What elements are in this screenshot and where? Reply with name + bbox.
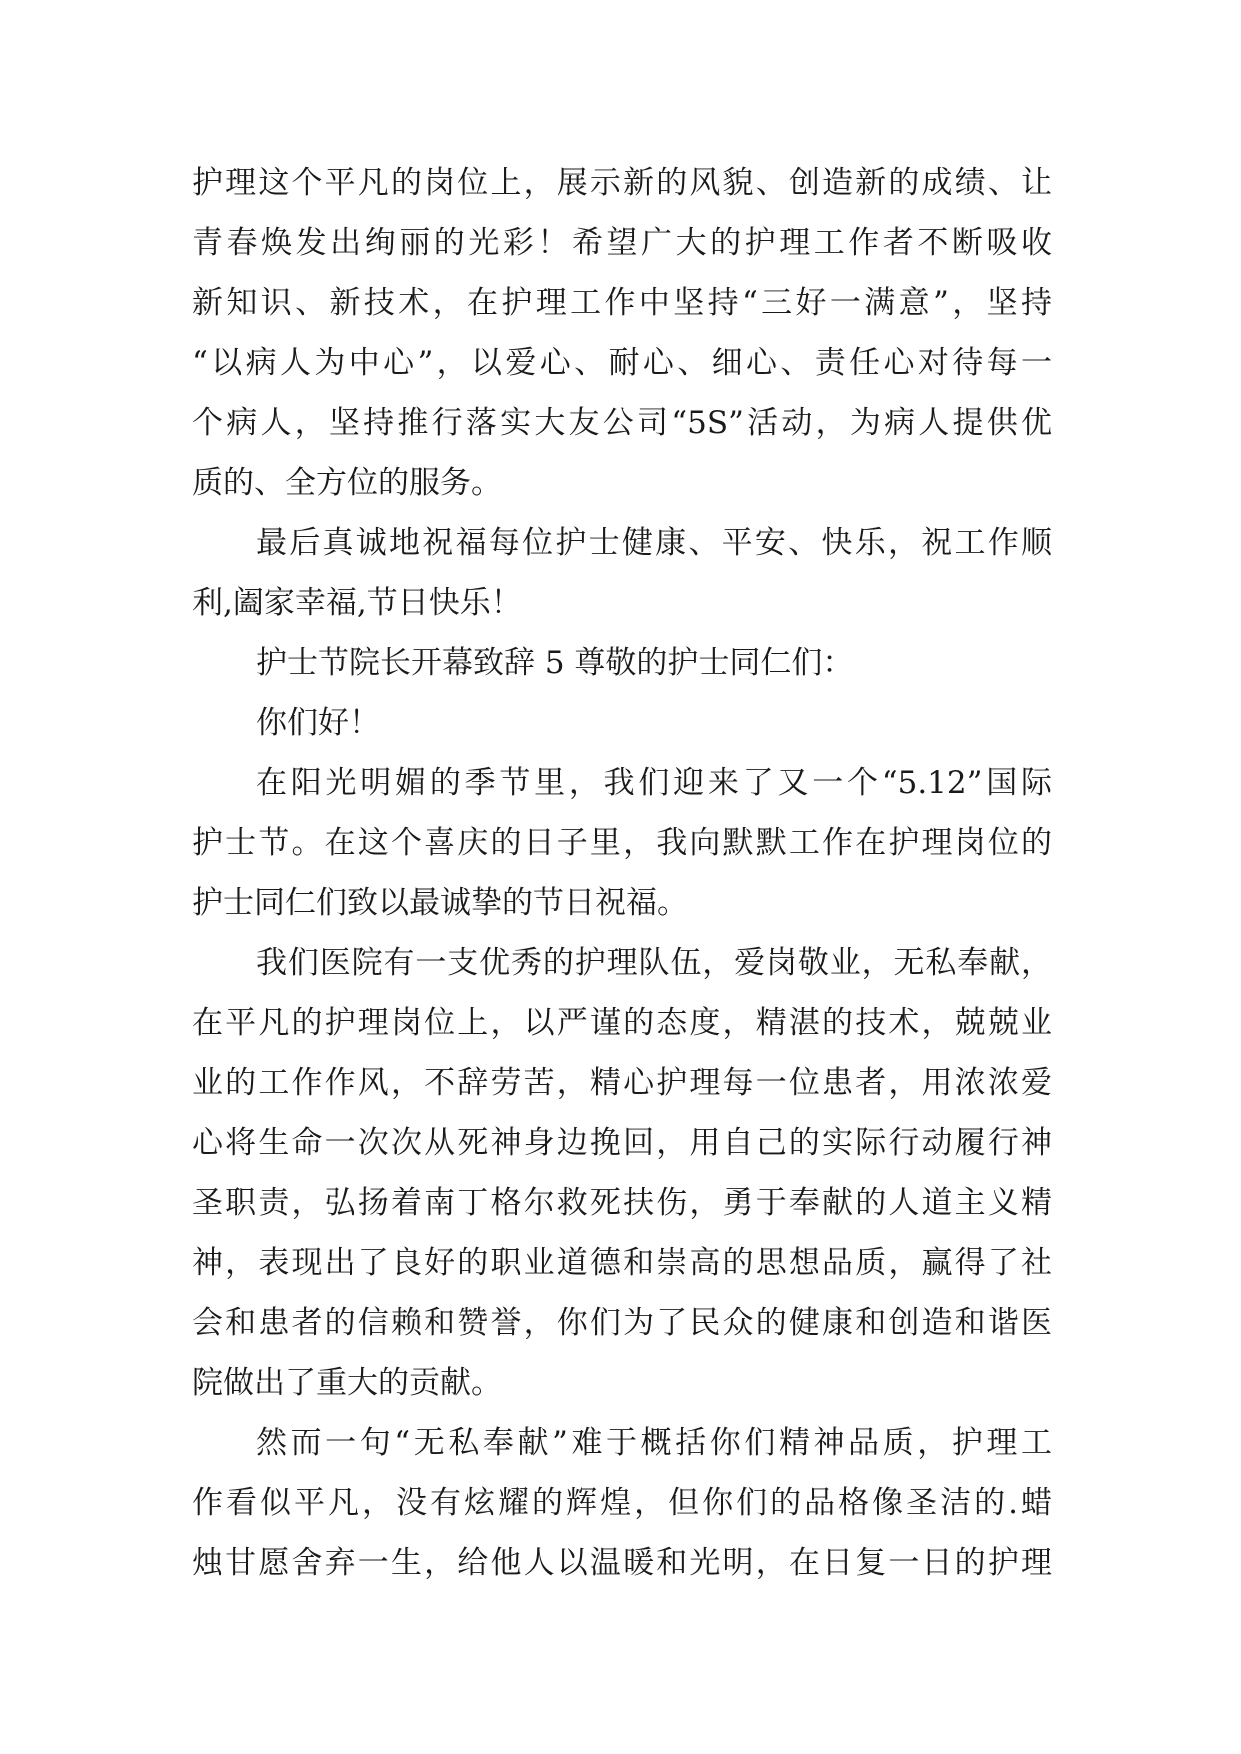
text-line: 质的、全方位的服务。 [192,465,502,501]
text-line: 在阳光明媚的季节里，我们迎来了又一个“5.12”国际 [256,765,1052,801]
text-line: 利,阖家幸福,节日快乐！ [192,585,522,621]
text-line: 护士节院长开幕致辞 5 尊敬的护士同仁们： [256,645,854,681]
text-line: “以病人为中心”，以爱心、耐心、细心、责任心对待每一 [192,345,1052,381]
text-line: 会和患者的信赖和赞誉，你们为了民众的健康和创造和谐医 [192,1305,1052,1341]
text-line: 烛甘愿舍弃一生，给他人以温暖和光明，在日复一日的护理 [192,1545,1052,1581]
text-line: 你们好！ [256,705,380,741]
text-line: 新知识、新技术，在护理工作中坚持“三好一满意”，坚持 [192,285,1052,321]
text-line: 我们医院有一支优秀的护理队伍，爱岗敬业，无私奉献， [256,945,1052,981]
text-line: 护士节。在这个喜庆的日子里，我向默默工作在护理岗位的 [192,825,1052,861]
text-line: 护理这个平凡的岗位上，展示新的风貌、创造新的成绩、让 [192,165,1052,201]
body-text [192,153,1052,1593]
text-line: 护士同仁们致以最诚挚的节日祝福。 [192,885,688,921]
text-line: 最后真诚地祝福每位护士健康、平安、快乐，祝工作顺 [256,525,1052,561]
text-line: 然而一句“无私奉献”难于概括你们精神品质，护理工 [256,1425,1052,1461]
text-line: 神，表现出了良好的职业道德和崇高的思想品质，赢得了社 [192,1245,1052,1281]
text-line: 作看似平凡，没有炫耀的辉煌，但你们的品格像圣洁的.蜡 [192,1485,1052,1521]
text-line: 院做出了重大的贡献。 [192,1365,502,1401]
text-line: 圣职责，弘扬着南丁格尔救死扶伤，勇于奉献的人道主义精 [192,1185,1052,1221]
text-line: 在平凡的护理岗位上，以严谨的态度，精湛的技术，兢兢业 [192,1005,1052,1041]
text-line: 青春焕发出绚丽的光彩！希望广大的护理工作者不断吸收 [192,225,1052,261]
text-line: 心将生命一次次从死神身边挽回，用自己的实际行动履行神 [192,1125,1052,1161]
text-line: 个病人，坚持推行落实大友公司“5S”活动，为病人提供优 [192,405,1052,441]
text-line: 业的工作作风，不辞劳苦，精心护理每一位患者，用浓浓爱 [192,1065,1052,1101]
